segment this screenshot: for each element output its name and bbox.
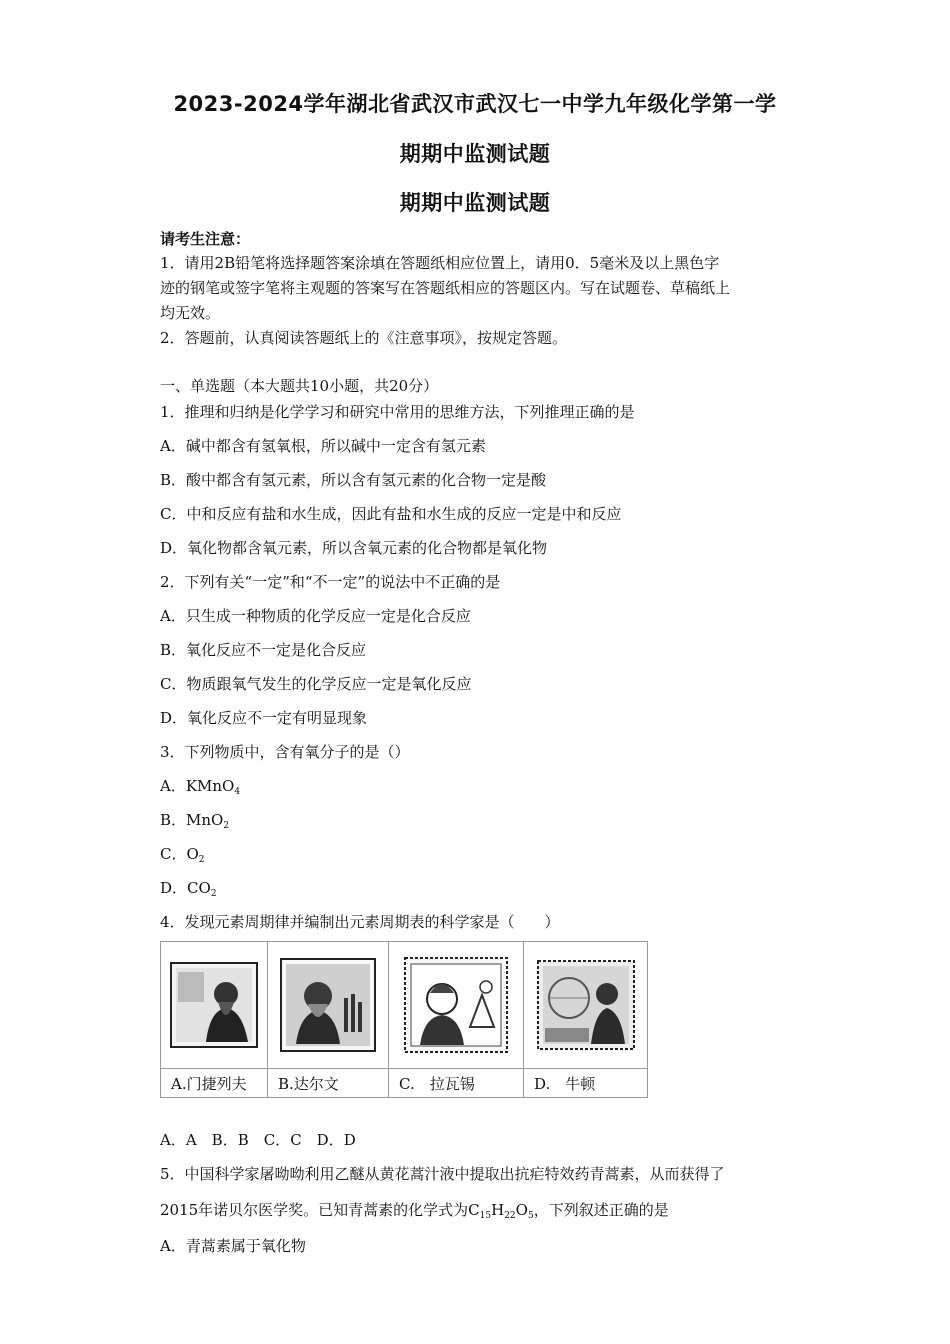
exam-title-line1: 2023-2024学年湖北省武汉市武汉七一中学九年级化学第一学 xyxy=(173,92,777,116)
question-stem: 1．推理和归纳是化学学习和研究中常用的思维方法，下列推理正确的是 xyxy=(160,403,635,421)
lavoisier-stamp-image xyxy=(404,957,508,1053)
option-text: D．氧化反应不一定有明显现象 xyxy=(160,709,368,727)
question-stem: 5．中国科学家屠呦呦利用乙醚从黄花蒿汁液中提取出抗疟特效药青蒿素，从而获得了 xyxy=(160,1165,725,1183)
option-text: D．氧化物都含氧元素，所以含氧元素的化合物都是氧化物 xyxy=(160,539,548,557)
option-text: C．物质跟氧气发生的化学反应一定是氧化反应 xyxy=(160,675,472,693)
notice-line: 2．答题前，认真阅读答题纸上的《注意事项》，按规定答题。 xyxy=(160,329,568,347)
stamp-cell xyxy=(161,942,268,1069)
mendeleev-stamp-image xyxy=(170,962,258,1048)
option-formula: D．$CO_2$ xyxy=(160,879,217,899)
question-stem: 2．下列有关“一定”和“不一定”的说法中不正确的是 xyxy=(160,573,501,591)
option-text: A．碱中都含有氢氧根，所以碱中一定含有氢元素 xyxy=(160,437,486,455)
option-text: B．酸中都含有氢元素，所以含有氢元素的化合物一定是酸 xyxy=(160,471,547,489)
stamp-caption: C. 拉瓦锡 xyxy=(389,1069,524,1098)
stamp-caption: B.达尔文 xyxy=(268,1069,389,1098)
stamp-cell xyxy=(268,942,389,1069)
option-text: A．只生成一种物质的化学反应一定是化合反应 xyxy=(160,607,471,625)
notice-line: 1．请用2B铅笔将选择题答案涂填在答题纸相应位置上，请用0．5毫米及以上黑色字 xyxy=(160,254,720,272)
question-stem: 4．发现元素周期律并编制出元素周期表的科学家是（ ） xyxy=(160,913,560,931)
exam-title-line2: 期期中监测试题 xyxy=(399,142,551,166)
notice-line: 迹的钢笔或签字笔将主观题的答案写在答题纸相应的答题区内。写在试题卷、草稿纸上 xyxy=(160,279,731,297)
option-text: C．中和反应有盐和水生成，因此有盐和水生成的反应一定是中和反应 xyxy=(160,505,622,523)
option-formula: A．KMnO$_4$ xyxy=(160,777,241,797)
option-formula: C．$O_2$ xyxy=(160,845,205,865)
question-stem: 2015年诺贝尔医学奖。已知青蒿素的化学式为$C_{15}H_{22}O_5$，下列叙述正确的是 xyxy=(160,1201,669,1221)
scientist-stamp-table xyxy=(160,941,648,1098)
darwin-stamp-image xyxy=(280,958,376,1052)
notice-line: 均无效。 xyxy=(160,304,221,322)
exam-title-line3: 期期中监测试题 xyxy=(399,191,551,215)
stamp-cell xyxy=(389,942,524,1069)
stamp-caption: D. 牛顿 xyxy=(524,1069,648,1098)
option-text: B．氧化反应不一定是化合反应 xyxy=(160,641,367,659)
question-stem: 3．下列物质中，含有氧分子的是（） xyxy=(160,743,410,761)
stamp-caption: A.门捷列夫 xyxy=(161,1069,268,1098)
newton-stamp-image xyxy=(537,960,635,1050)
notice-heading: 请考生注意： xyxy=(160,230,251,248)
answer-options: A．A B．B C．C D．D xyxy=(160,1131,356,1149)
section-heading: 一、单选题（本大题共10小题，共20分） xyxy=(160,377,439,395)
option-text: A．青蒿素属于氧化物 xyxy=(160,1237,306,1255)
stamp-cell xyxy=(524,942,648,1069)
option-formula: B．MnO$_2$ xyxy=(160,811,230,831)
